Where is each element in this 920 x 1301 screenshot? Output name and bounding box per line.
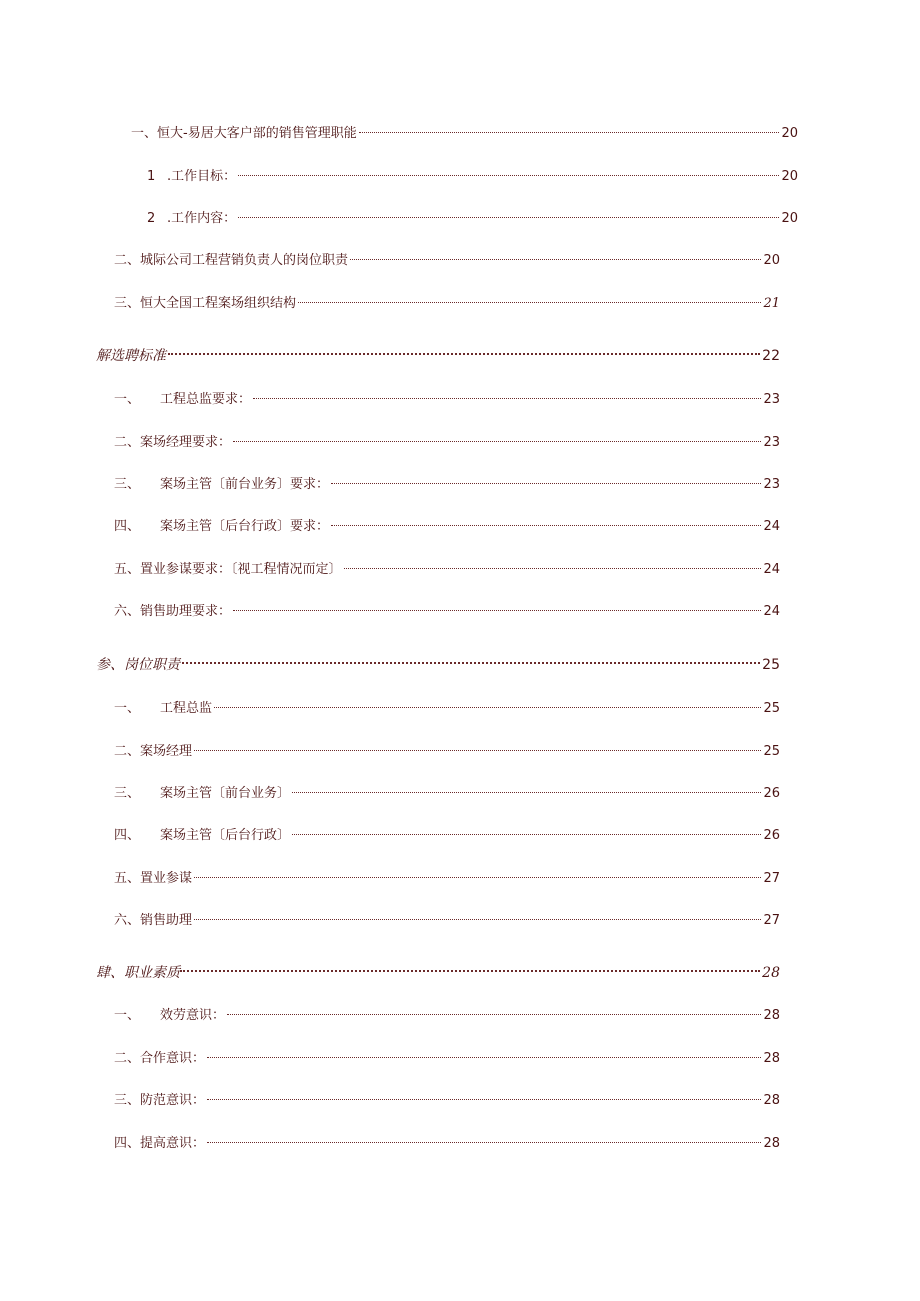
toc-leader-dots xyxy=(350,246,761,264)
toc-entry-page: 28 xyxy=(763,1008,780,1023)
toc-entry-label xyxy=(147,168,236,186)
toc-entry-text: 置业参谋要求：〔视工程情况而定〕 xyxy=(140,562,342,577)
toc-leader-dots xyxy=(194,906,761,924)
toc-entry-number: 六、 xyxy=(114,913,141,928)
toc-section-label: 解选聘标准 xyxy=(96,348,166,364)
toc-entry-page: 27 xyxy=(763,913,780,928)
toc-entry[interactable] xyxy=(114,906,780,930)
toc-entry[interactable] xyxy=(114,864,780,888)
toc-entry[interactable] xyxy=(114,1001,780,1025)
toc-leader-dots xyxy=(194,737,761,755)
toc-entry-page: 25 xyxy=(763,744,780,759)
toc-entry-number: 二、 xyxy=(114,744,141,759)
toc-entry[interactable] xyxy=(114,737,780,761)
toc-entry-text: 销售助理 xyxy=(140,913,193,928)
toc-leader-dots xyxy=(331,512,761,530)
toc-entry[interactable] xyxy=(114,289,780,313)
toc-entry-text: 案场主管〔前台业务〕 xyxy=(160,786,291,801)
toc-entry-page: 28 xyxy=(763,1093,780,1108)
toc-entry[interactable] xyxy=(114,555,780,579)
toc-section-page: 22 xyxy=(762,348,780,364)
toc-entry-page: 23 xyxy=(763,392,780,407)
toc-entry-label xyxy=(114,785,290,803)
toc-entry-text: 案场主管〔后台行政〕要求： xyxy=(160,519,330,534)
toc-entry-text: 销售助理要求： xyxy=(140,604,232,619)
toc-entry-label xyxy=(114,827,290,845)
toc-entry-number: 一、 xyxy=(114,1008,141,1023)
toc-entry-label xyxy=(114,1135,205,1153)
toc-entry-text: 工程总监要求： xyxy=(160,392,252,407)
toc-entry-page: 27 xyxy=(763,871,780,886)
toc-entry[interactable] xyxy=(114,821,780,845)
toc-entry-number: 六、 xyxy=(114,604,141,619)
toc-entry-page: 24 xyxy=(763,562,780,577)
toc-leader-dots xyxy=(194,864,761,882)
toc-leader-dots xyxy=(331,470,761,488)
toc-entry-text: 恒大-易居大客户部的销售管理职能 xyxy=(157,126,357,141)
toc-entry-number: 三、 xyxy=(114,477,141,492)
toc-entry-text: 效劳意识： xyxy=(160,1008,226,1023)
toc-entry[interactable] xyxy=(114,512,780,536)
toc-entry-label xyxy=(114,1050,205,1068)
toc-entry-text: 工程总监 xyxy=(160,701,213,716)
toc-entry-label xyxy=(114,912,192,930)
toc-entry-text: 案场主管〔后台行政〕 xyxy=(160,828,291,843)
toc-entry-number: 三、 xyxy=(114,1093,141,1108)
toc-entry-text: 提高意识： xyxy=(140,1136,206,1151)
toc-entry-text: .工作目标： xyxy=(167,169,237,184)
toc-entry[interactable] xyxy=(114,1129,780,1153)
toc-entry-page: 23 xyxy=(763,477,780,492)
toc-entry-page: 25 xyxy=(763,701,780,716)
toc-entry-text: 案场经理 xyxy=(140,744,193,759)
toc-entry-text: 案场主管〔前台业务〕要求： xyxy=(160,477,330,492)
toc-entry[interactable] xyxy=(114,694,780,718)
toc-leader-dots xyxy=(253,385,761,403)
toc-entry-number: 五、 xyxy=(114,871,141,886)
toc-leader-dots xyxy=(207,1086,761,1104)
toc-section[interactable] xyxy=(96,651,780,674)
toc-entry-label xyxy=(114,476,329,494)
toc-leader-dots xyxy=(292,779,761,797)
toc-entry-page: 24 xyxy=(763,604,780,619)
toc-entry-label xyxy=(114,434,231,452)
toc-leader-dots xyxy=(298,289,761,307)
toc-entry-label xyxy=(114,295,296,313)
toc-entry-number: 二、 xyxy=(114,435,141,450)
toc-entry-label xyxy=(114,603,231,621)
toc-entry-page: 20 xyxy=(781,126,798,141)
toc-entry-label xyxy=(114,870,192,888)
toc-entry-number: 一、 xyxy=(114,701,141,716)
toc-entry-number: 1 xyxy=(147,169,156,184)
toc-entry-page: 26 xyxy=(763,786,780,801)
toc-leader-dots xyxy=(238,162,779,180)
toc-entry-page: 24 xyxy=(763,519,780,534)
toc-entry-number: 三、 xyxy=(114,786,141,801)
toc-entry-label xyxy=(147,210,236,228)
toc-leader-dots xyxy=(168,342,760,360)
toc-entry-page: 28 xyxy=(763,1051,780,1066)
toc-section-label: 参、岗位职责 xyxy=(96,657,180,673)
toc-entry-number: 二、 xyxy=(114,1051,141,1066)
toc-entry-text: 防范意识： xyxy=(140,1093,206,1108)
toc-entry-text: 合作意识： xyxy=(140,1051,206,1066)
toc-entry[interactable] xyxy=(114,1086,780,1110)
toc-entry-number: 五、 xyxy=(114,562,141,577)
toc-entry[interactable] xyxy=(131,119,798,143)
toc-entry[interactable] xyxy=(114,246,780,270)
toc-entry-label xyxy=(114,252,348,270)
toc-entry-text: 置业参谋 xyxy=(140,871,193,886)
toc-leader-dots xyxy=(182,651,760,669)
toc-entry-number: 2 xyxy=(147,211,156,226)
toc-entry-number: 三、 xyxy=(114,296,141,311)
toc-entry-page: 20 xyxy=(781,211,798,226)
toc-entry-label xyxy=(114,561,342,579)
toc-entry[interactable] xyxy=(114,385,780,409)
toc-entry-label xyxy=(114,518,329,536)
toc-entry-page: 20 xyxy=(763,253,780,268)
toc-entry-label xyxy=(114,391,251,409)
toc-entry-page: 28 xyxy=(763,1136,780,1151)
toc-entry-page: 20 xyxy=(781,169,798,184)
toc-entry[interactable] xyxy=(147,204,798,228)
toc-entry-number: 二、 xyxy=(114,253,141,268)
toc-entry-page: 21 xyxy=(763,296,780,311)
toc-section-page: 25 xyxy=(762,657,780,673)
toc-leader-dots xyxy=(207,1044,761,1062)
toc-leader-dots xyxy=(238,204,779,222)
toc-entry-page: 23 xyxy=(763,435,780,450)
toc-entry[interactable] xyxy=(147,162,798,186)
toc-leader-dots xyxy=(180,959,760,977)
toc-entry-text: .工作内容： xyxy=(167,211,237,226)
toc-section[interactable] xyxy=(96,959,780,982)
toc-entry-page: 26 xyxy=(763,828,780,843)
toc-section[interactable] xyxy=(96,342,780,365)
toc-entry-text: 恒大全国工程案场组织结构 xyxy=(140,296,297,311)
toc-section-page: 28 xyxy=(762,965,780,981)
toc-entry-number: 四、 xyxy=(114,519,141,534)
toc-entry[interactable] xyxy=(114,779,780,803)
toc-entry[interactable] xyxy=(114,597,780,621)
toc-entry-label xyxy=(131,125,357,143)
toc-leader-dots xyxy=(344,555,762,573)
toc-entry-label xyxy=(114,700,212,718)
toc-entry-number: 一、 xyxy=(114,392,141,407)
toc-entry-number: 一、 xyxy=(131,126,158,141)
toc-leader-dots xyxy=(227,1001,761,1019)
toc-entry-number: 四、 xyxy=(114,1136,141,1151)
toc-entry[interactable] xyxy=(114,1044,780,1068)
toc-entry[interactable] xyxy=(114,470,780,494)
toc-leader-dots xyxy=(233,428,761,446)
toc-entry-text: 城际公司工程营销负责人的岗位职责 xyxy=(140,253,349,268)
toc-entry[interactable] xyxy=(114,428,780,452)
toc-entry-text: 案场经理要求： xyxy=(140,435,232,450)
toc-section-label: 肆、职业素质 xyxy=(96,965,180,981)
toc-entry-label xyxy=(114,1092,205,1110)
toc-entry-label xyxy=(114,1007,225,1025)
toc-entry-number: 四、 xyxy=(114,828,141,843)
toc-leader-dots xyxy=(292,821,761,839)
toc-entry-label xyxy=(114,743,192,761)
toc-leader-dots xyxy=(214,694,761,712)
toc-leader-dots xyxy=(207,1129,761,1147)
toc-leader-dots xyxy=(233,597,761,615)
toc-leader-dots xyxy=(359,119,780,137)
